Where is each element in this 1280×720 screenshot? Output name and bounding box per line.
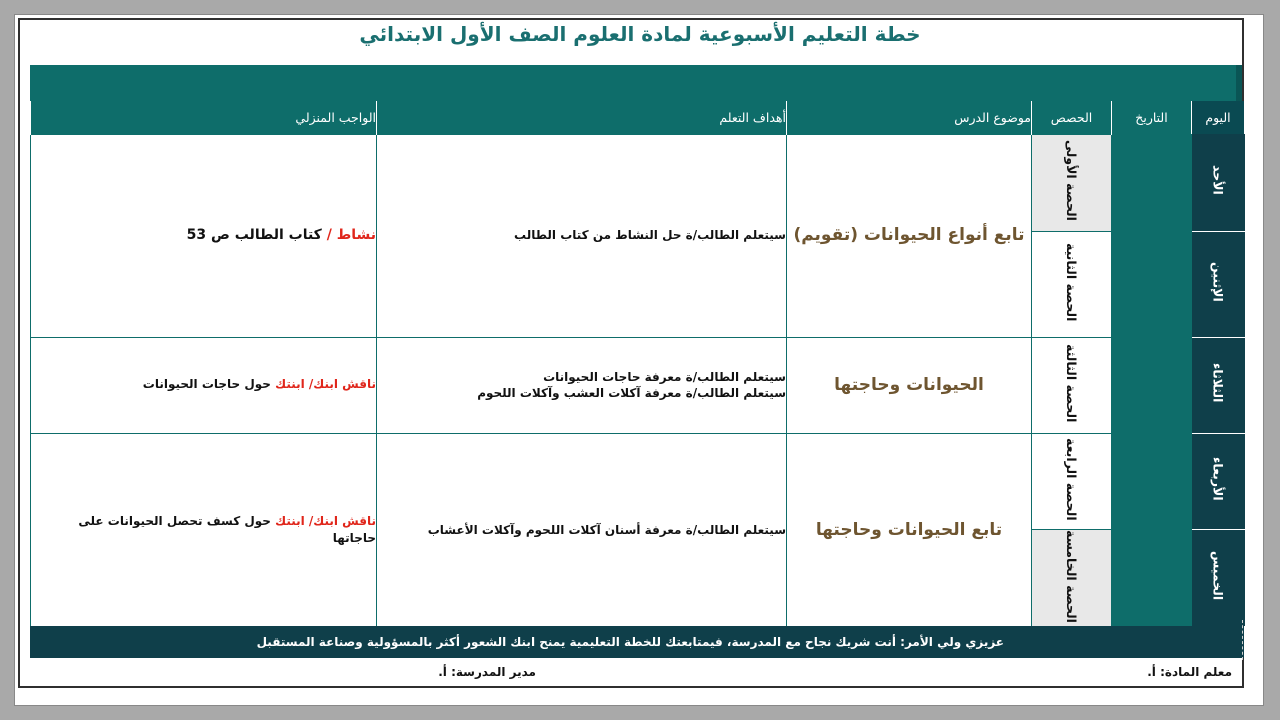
homework-highlight: ناقش ابنك/ ابنتك bbox=[275, 513, 376, 528]
lesson-topic-text: تابع أنواع الحيوانات (تقويم) bbox=[793, 225, 1025, 246]
day-cell bbox=[1192, 231, 1245, 337]
homework-highlight: ناقش ابنك/ ابنتك bbox=[275, 377, 376, 392]
homework-cell bbox=[31, 433, 377, 627]
period-label: الحصة الخامسة bbox=[1064, 529, 1079, 623]
learning-goals bbox=[377, 134, 787, 337]
period-label: الحصة الأولى bbox=[1064, 140, 1079, 221]
header-day: اليوم bbox=[1192, 101, 1245, 134]
period-cell bbox=[1032, 529, 1112, 627]
day-label: الخميس bbox=[1210, 551, 1226, 601]
header-band-edge bbox=[1236, 65, 1242, 101]
header-topic: موضوع الدرس bbox=[787, 101, 1032, 134]
period-cell bbox=[1032, 337, 1112, 433]
header-homework: الواجب المنزلي bbox=[31, 101, 377, 134]
signature-footer bbox=[30, 660, 1244, 684]
homework-cell bbox=[31, 337, 377, 433]
header-band bbox=[30, 65, 1240, 101]
parent-notice: عزيزي ولي الأمر: أنت شريك نجاح مع المدرسة، فيمتابعتك للخطة التعليمية يمنح ابنك الشعور أكثر بالمسؤولية وصناعة المستقبل bbox=[30, 626, 1244, 658]
day-label: الإثنين bbox=[1210, 262, 1226, 302]
teacher-signature: معلم المادة: أ. bbox=[1147, 665, 1232, 679]
period-cell bbox=[1032, 231, 1112, 337]
table-header-row bbox=[31, 101, 1245, 134]
period-cell bbox=[1032, 433, 1112, 529]
goal-line: سيتعلم الطالب/ة معرفة آكلات العشب وآكلات اللحوم bbox=[477, 386, 786, 400]
goal-line: سيتعلم الطالب/ة حل النشاط من كتاب الطالب bbox=[514, 228, 786, 243]
weekly-plan-table bbox=[30, 101, 1245, 627]
principal-signature: مدير المدرسة: أ. bbox=[438, 665, 536, 679]
period-label: الحصة الثالثة bbox=[1064, 343, 1079, 423]
lesson-topic bbox=[787, 337, 1032, 433]
lesson-topic bbox=[787, 134, 1032, 337]
period-label: الحصة الرابعة bbox=[1064, 437, 1079, 521]
homework-cell bbox=[31, 134, 377, 337]
header-goals: أهداف التعلم bbox=[377, 101, 787, 134]
day-cell bbox=[1192, 134, 1245, 231]
lesson-topic bbox=[787, 433, 1032, 627]
table-row bbox=[31, 337, 1245, 433]
lesson-topic-text: تابع الحيوانات وحاجتها bbox=[815, 519, 1003, 540]
learning-goals bbox=[377, 433, 787, 627]
header-date: التاريخ bbox=[1112, 101, 1192, 134]
table-row bbox=[31, 134, 1245, 231]
goal-line: سيتعلم الطالب/ة معرفة أسنان آكلات اللحوم وآكلات الأعشاب bbox=[427, 522, 786, 537]
homework-text: كتاب الطالب ص 53 bbox=[186, 227, 322, 244]
learning-goals bbox=[377, 337, 787, 433]
day-cell bbox=[1192, 433, 1245, 529]
day-label: الثلاثاء bbox=[1210, 363, 1226, 403]
date-column bbox=[1112, 134, 1192, 627]
day-cell bbox=[1192, 337, 1245, 433]
page-title: خطة التعليم الأسبوعية لمادة العلوم الصف الأول الابتدائي bbox=[359, 22, 921, 46]
homework-text: حول كسف تحصل الحيوانات على حاجاتها bbox=[78, 513, 376, 545]
day-label: الأربعاء bbox=[1210, 457, 1226, 501]
header-periods: الحصص bbox=[1032, 101, 1112, 134]
lesson-topic-text: الحيوانات وحاجتها bbox=[834, 374, 984, 395]
period-label: الحصة الثانية bbox=[1064, 242, 1079, 322]
homework-highlight: نشاط / bbox=[326, 227, 376, 244]
day-label: الأحد bbox=[1210, 165, 1226, 196]
goal-line: سيتعلم الطالب/ة معرفة حاجات الحيوانات bbox=[543, 369, 786, 384]
homework-text: حول حاجات الحيوانات bbox=[142, 377, 271, 392]
day-cell bbox=[1192, 529, 1245, 627]
period-cell bbox=[1032, 134, 1112, 231]
edge-marker bbox=[1242, 620, 1247, 660]
table-row bbox=[31, 433, 1245, 529]
